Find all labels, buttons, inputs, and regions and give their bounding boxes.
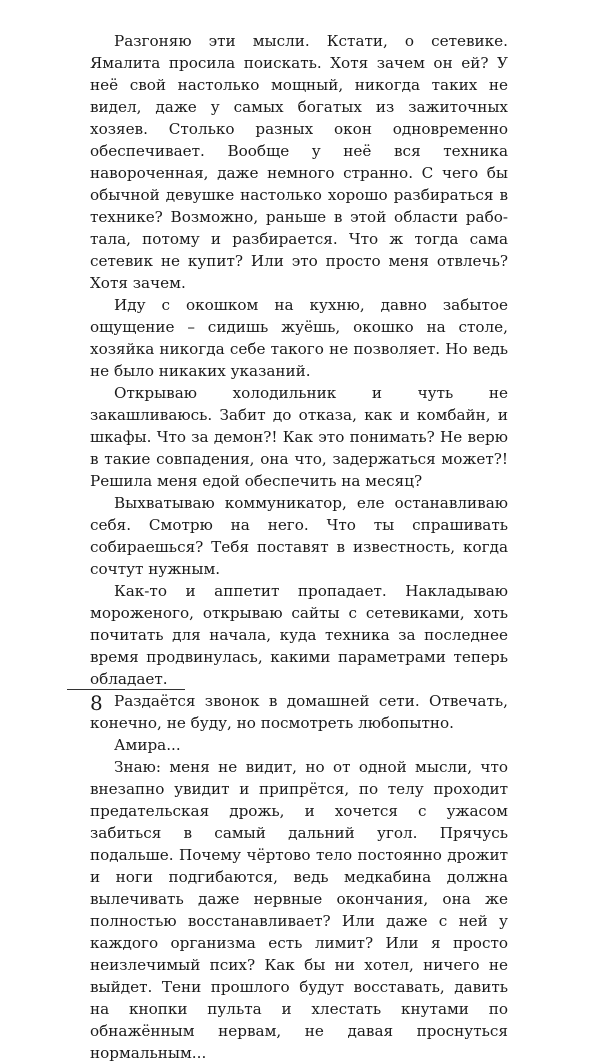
paragraph-8: Знаю: меня не видит, но от одной мысли, что внезапно увидит и припрётся, по телу проходит предательская дрожь, и хочется с ужасом забиться в самый дальний угол. Прячусь подальше. Почему чёртово тело постоянно дрожит и ноги подгибаются, ведь медкабина должна вылечивать даже нервные окончания, она же полностью восстанавливает? Или даже с ней у каждого организма есть лимит? Или я просто неизлечимый псих? Как бы ни хотел, ничего не выйдет. Тени прошлого будут восставать, давить на кнопки пульта и хлестать кнутами по обнажённым нервам, не давая проснуться нормальным... <box>90 758 508 1062</box>
body-text <box>90 30 508 1064</box>
paragraph-6: Раздаётся звонок в домашней сети. Отвечать, конечно, не буду, но посмотреть любопытно. <box>90 692 508 732</box>
paragraph-1: Разгоняю эти мысли. Кстати, о сетевике. Ямалита просила поискать. Хотя зачем он ей? У неё свой настолько мощный, никогда таких не видел, даже у самых богатых из зажиточных хозяев. Столько разных окон одновременно обеспечивает. Вообще у неё вся техника навороченная, даже немного странно. С чего бы обычной девушке настолько хорошо разбираться в технике? Возможно, раньше в этой области работала, потому и разбирается. Что ж тогда сама сетевик не купит? Или это просто меня отвлечь? Хотя зачем. <box>90 32 508 292</box>
paragraph-7: Амира... <box>114 736 181 754</box>
paragraph-5: Как-то и аппетит пропадает. Накладываю мороженого, открываю сайты с сетевиками, хоть почитать для начала, куда техника за последнее время продвинулась, какими параметрами теперь обладает. <box>90 582 508 688</box>
footer-rule <box>67 689 185 690</box>
page-number: 8 <box>90 691 103 715</box>
paragraph-2: Иду с окошком на кухню, давно забытое ощущение – сидишь жуёшь, окошко на столе, хозяйка никогда себе такого не позволяет. Но ведь не было никаких указаний. <box>90 296 508 380</box>
paragraph-3: Открываю холодильник и чуть не закашливаюсь. Забит до отказа, как и комбайн, и шкафы. Что за демон?! Как это понимать? Не верю в такие совпадения, она что, задержаться может?! Решила меня едой обеспечить на месяц? <box>90 384 508 490</box>
paragraph-4: Выхватываю коммуникатор, еле останавливаю себя. Смотрю на него. Что ты спрашивать собираешься? Тебя поставят в известность, когда сочтут нужным. <box>90 494 508 578</box>
